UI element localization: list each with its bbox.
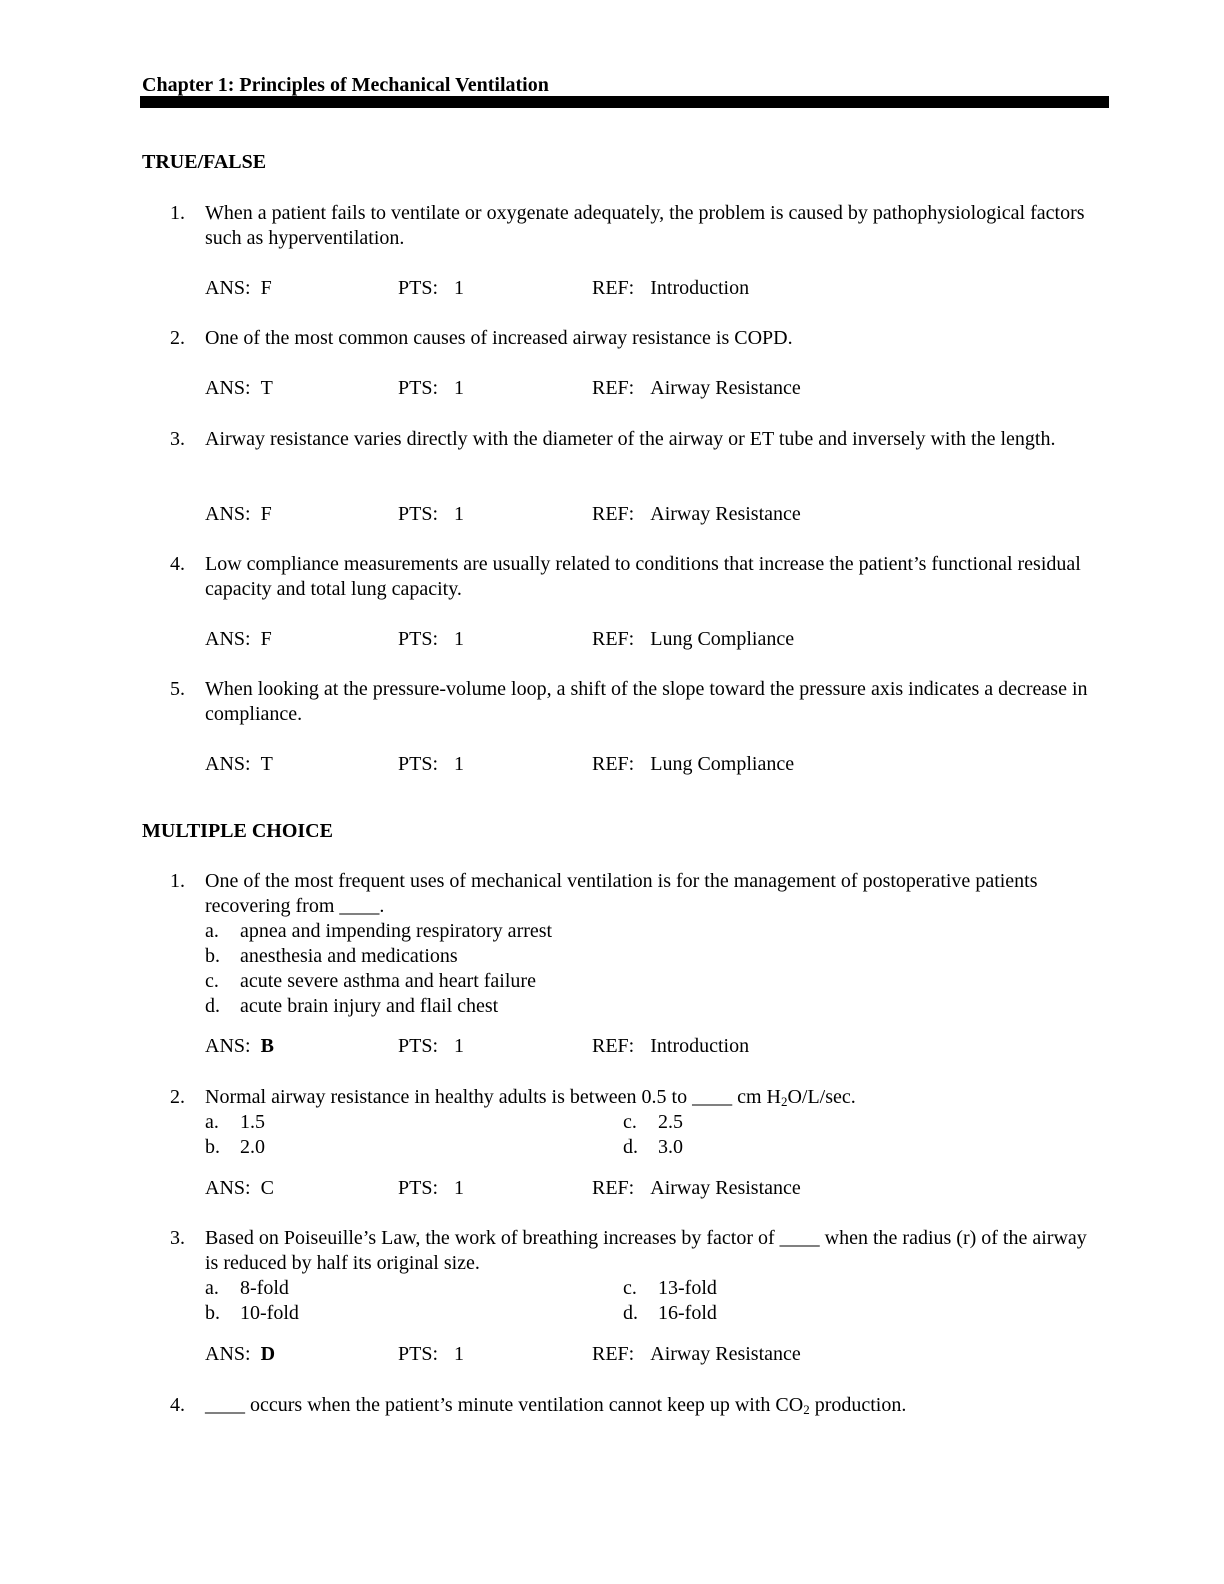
tf-q4-ref bbox=[592, 627, 794, 652]
mc-q2-option-a-letter: a. bbox=[205, 1111, 219, 1133]
tf-q2-ref-value: Airway Resistance bbox=[650, 377, 801, 399]
mc-q1-option-d-letter: d. bbox=[205, 995, 220, 1017]
chapter-title: Chapter 1: Principles of Mechanical Ventilation bbox=[142, 74, 549, 96]
tf-q5-ref-value: Lung Compliance bbox=[650, 753, 795, 775]
tf-q3-ans bbox=[205, 502, 272, 527]
mc-q1-option-c: acute severe asthma and heart failure bbox=[240, 970, 536, 992]
mc-q2-ans-value: C bbox=[260, 1177, 274, 1199]
mc-q3-ans-value: D bbox=[260, 1343, 276, 1365]
mc-q1-text: One of the most frequent uses of mechanical ventilation is for the management of postoperative patients recovering from ____. bbox=[205, 870, 1038, 917]
mc-q2-ans bbox=[205, 1176, 274, 1201]
ref-label: REF: bbox=[592, 753, 635, 775]
ans-label: ANS: bbox=[205, 628, 251, 650]
mc-q4-text bbox=[205, 1393, 1105, 1418]
mc-q3-ref bbox=[592, 1342, 801, 1367]
mc-q3-option-a: 8-fold bbox=[240, 1277, 289, 1299]
tf-q4-pts-value: 1 bbox=[454, 628, 465, 650]
pts-label: PTS: bbox=[398, 1035, 439, 1057]
tf-q5-ans bbox=[205, 752, 273, 777]
mc-q1-ref-value: Introduction bbox=[650, 1035, 750, 1057]
mc-q1-option-a-letter: a. bbox=[205, 920, 219, 942]
ans-label: ANS: bbox=[205, 1343, 251, 1365]
tf-q3-ref-value: Airway Resistance bbox=[650, 503, 801, 525]
tf-q4-text: Low compliance measurements are usually related to conditions that increase the patient’s functional residual capacity and total lung capacity. bbox=[205, 553, 1081, 600]
tf-q1-text: When a patient fails to ventilate or oxygenate adequately, the problem is caused by pathophysiological factors such as hyperventilation. bbox=[205, 202, 1085, 249]
mc-q2-option-b: 2.0 bbox=[240, 1136, 265, 1158]
mc-q2-pts bbox=[398, 1176, 464, 1201]
mc-q3-ref-value: Airway Resistance bbox=[650, 1343, 801, 1365]
mc-q2-text-before: Normal airway resistance in healthy adults is between 0.5 to ____ cm H bbox=[205, 1086, 781, 1108]
pts-label: PTS: bbox=[398, 377, 439, 399]
mc-q3-pts bbox=[398, 1342, 464, 1367]
mc-q2-option-d: 3.0 bbox=[658, 1136, 683, 1158]
mc-q3-option-a-letter: a. bbox=[205, 1277, 219, 1299]
tf-q1-ans bbox=[205, 276, 272, 301]
tf-q1-pts bbox=[398, 276, 464, 301]
mc-q1-ans bbox=[205, 1034, 274, 1059]
mc-q2-pts-value: 1 bbox=[454, 1177, 465, 1199]
mc-q4-text-before: ____ occurs when the patient’s minute ventilation cannot keep up with CO bbox=[205, 1394, 804, 1416]
tf-q2-ans bbox=[205, 376, 273, 401]
mc-q3-option-b-letter: b. bbox=[205, 1302, 220, 1324]
pts-label: PTS: bbox=[398, 753, 439, 775]
title-rule bbox=[140, 96, 1109, 108]
pts-label: PTS: bbox=[398, 1343, 439, 1365]
mc-q3-number: 3. bbox=[170, 1227, 185, 1249]
mc-q1-option-b-letter: b. bbox=[205, 945, 220, 967]
mc-q1-option-c-letter: c. bbox=[205, 970, 219, 992]
tf-q3-ref bbox=[592, 502, 801, 527]
ref-label: REF: bbox=[592, 628, 635, 650]
mc-q2-option-b-letter: b. bbox=[205, 1136, 220, 1158]
mc-q4-text-sub: 2 bbox=[803, 1402, 810, 1417]
pts-label: PTS: bbox=[398, 503, 439, 525]
pts-label: PTS: bbox=[398, 277, 439, 299]
tf-q1-number: 1. bbox=[170, 202, 185, 224]
tf-q1-ref bbox=[592, 276, 749, 301]
ans-label: ANS: bbox=[205, 1035, 251, 1057]
tf-q5-number: 5. bbox=[170, 678, 185, 700]
tf-q2-text: One of the most common causes of increased airway resistance is COPD. bbox=[205, 327, 793, 349]
tf-q2-pts-value: 1 bbox=[454, 377, 465, 399]
mc-q1-option-a: apnea and impending respiratory arrest bbox=[240, 920, 553, 942]
tf-q3-ans-value: F bbox=[260, 503, 272, 525]
tf-q3-pts-value: 1 bbox=[454, 503, 465, 525]
mc-q2-option-d-letter: d. bbox=[623, 1136, 638, 1158]
tf-q5-pts-value: 1 bbox=[454, 753, 465, 775]
tf-q2-ref bbox=[592, 376, 801, 401]
ans-label: ANS: bbox=[205, 753, 251, 775]
mc-q4-text-after: production. bbox=[809, 1394, 907, 1416]
mc-q4-number: 4. bbox=[170, 1394, 185, 1416]
tf-q4-ref-value: Lung Compliance bbox=[650, 628, 795, 650]
tf-q3-text: Airway resistance varies directly with the diameter of the airway or ET tube and inversely with the length. bbox=[205, 428, 1056, 450]
ref-label: REF: bbox=[592, 503, 635, 525]
mc-q3-option-d-letter: d. bbox=[623, 1302, 638, 1324]
mc-q1-ref bbox=[592, 1034, 749, 1059]
mc-q2-text bbox=[205, 1085, 1105, 1110]
mc-q2-option-a: 1.5 bbox=[240, 1111, 265, 1133]
mc-q3-option-d: 16-fold bbox=[658, 1302, 717, 1324]
ref-label: REF: bbox=[592, 1343, 635, 1365]
ref-label: REF: bbox=[592, 1177, 635, 1199]
mc-q2-option-c: 2.5 bbox=[658, 1111, 683, 1133]
mc-q3-ans bbox=[205, 1342, 275, 1367]
tf-q5-ref bbox=[592, 752, 794, 777]
mc-q2-ref-value: Airway Resistance bbox=[650, 1177, 801, 1199]
mc-q1-ans-value: B bbox=[260, 1035, 274, 1057]
tf-q1-pts-value: 1 bbox=[454, 277, 465, 299]
pts-label: PTS: bbox=[398, 1177, 439, 1199]
mc-q2-number: 2. bbox=[170, 1086, 185, 1108]
tf-q3-number: 3. bbox=[170, 428, 185, 450]
tf-q2-number: 2. bbox=[170, 327, 185, 349]
tf-q4-ans-value: F bbox=[260, 628, 272, 650]
tf-q2-ans-value: T bbox=[260, 377, 273, 399]
tf-q5-pts bbox=[398, 752, 464, 777]
tf-q1-ans-value: F bbox=[260, 277, 272, 299]
tf-q3-pts bbox=[398, 502, 464, 527]
mc-q1-number: 1. bbox=[170, 870, 185, 892]
ref-label: REF: bbox=[592, 377, 635, 399]
mc-q1-pts bbox=[398, 1034, 464, 1059]
tf-q4-pts bbox=[398, 627, 464, 652]
true-false-heading: TRUE/FALSE bbox=[142, 151, 267, 173]
multiple-choice-heading: MULTIPLE CHOICE bbox=[142, 820, 333, 842]
ans-label: ANS: bbox=[205, 277, 251, 299]
mc-q3-pts-value: 1 bbox=[454, 1343, 465, 1365]
ans-label: ANS: bbox=[205, 503, 251, 525]
mc-q3-option-c: 13-fold bbox=[658, 1277, 717, 1299]
tf-q2-pts bbox=[398, 376, 464, 401]
mc-q3-text: Based on Poiseuille’s Law, the work of breathing increases by factor of ____ when the radius (r) of the airway is reduced by half its original size. bbox=[205, 1227, 1087, 1274]
ans-label: ANS: bbox=[205, 377, 251, 399]
tf-q4-number: 4. bbox=[170, 553, 185, 575]
pts-label: PTS: bbox=[398, 628, 439, 650]
ref-label: REF: bbox=[592, 1035, 635, 1057]
ans-label: ANS: bbox=[205, 1177, 251, 1199]
mc-q3-option-c-letter: c. bbox=[623, 1277, 637, 1299]
mc-q2-text-after: O/L/sec. bbox=[787, 1086, 856, 1108]
mc-q3-option-b: 10-fold bbox=[240, 1302, 299, 1324]
tf-q4-ans bbox=[205, 627, 272, 652]
mc-q2-ref bbox=[592, 1176, 801, 1201]
mc-q1-option-d: acute brain injury and flail chest bbox=[240, 995, 499, 1017]
mc-q2-option-c-letter: c. bbox=[623, 1111, 637, 1133]
mc-q1-pts-value: 1 bbox=[454, 1035, 465, 1057]
mc-q2-text-sub: 2 bbox=[780, 1094, 788, 1109]
ref-label: REF: bbox=[592, 277, 635, 299]
tf-q5-text: When looking at the pressure-volume loop, a shift of the slope toward the pressure axis indicates a decrease in compliance. bbox=[205, 678, 1088, 725]
mc-q1-option-b: anesthesia and medications bbox=[240, 945, 458, 967]
tf-q5-ans-value: T bbox=[260, 753, 273, 775]
tf-q1-ref-value: Introduction bbox=[650, 277, 750, 299]
